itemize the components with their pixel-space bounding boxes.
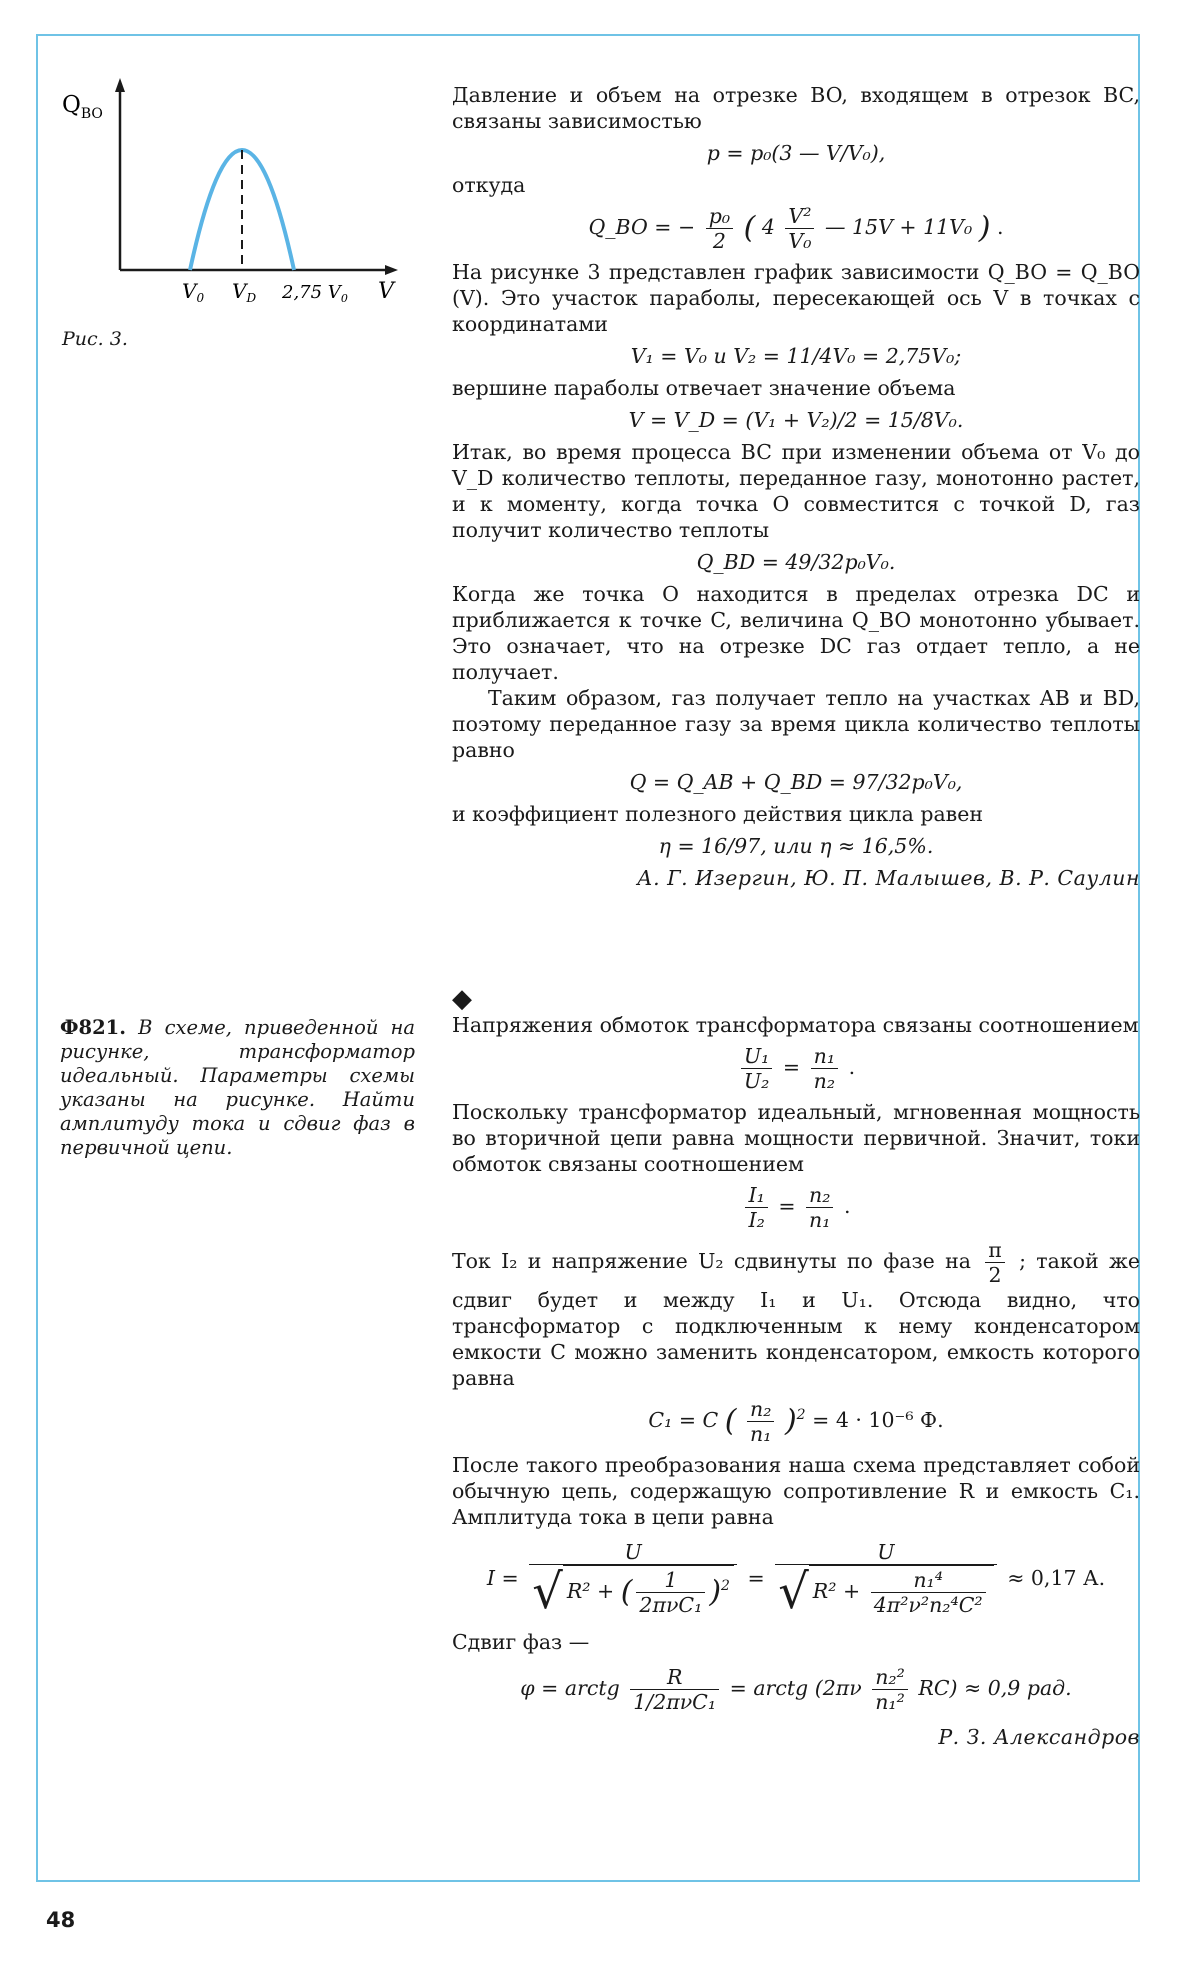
equation: Q_BD = 49/32p₀V₀. [696,550,896,574]
equation: Q = Q_AB + Q_BD = 97/32p₀V₀, [629,770,963,794]
equation-voltage-ratio: $\frac{\text{U₁}}{\text{U₂}}$ = $\frac{\text{n₁}}{\text{n₂}}$ . [452,1044,1140,1093]
tick-275: 2,75 $V_0$ [282,282,348,305]
paragraph: откуда [452,173,526,197]
equation: η = 16/97, или η ≈ 16,5%. [658,834,934,858]
equation-current-ratio: $\frac{\text{I₁}}{\text{I₂}}$ = $\frac{\text{n₂}}{\text{n₁}}$ . [452,1183,1140,1232]
tick-v0: $V_0$ [182,279,205,305]
page-number: 48 [46,1908,76,1932]
solution-part-2 [452,986,1140,1756]
figure-caption: Рис. 3. [62,328,128,350]
paragraph: и коэффициент полезного действия цикла равен [452,802,984,826]
equation: V₁ = V₀ и V₂ = 11/4V₀ = 2,75V₀; [630,344,962,368]
equation: p = p₀(3 — V/V₀), [706,141,886,165]
problem-text: В схеме, приведенной на рисунке, трансформатор идеальный. Параметры схемы указаны на рисунке. Найти амплитуду тока и сдвиг фаз в первичной цепи. [60,1016,416,1159]
paragraph: вершине параболы отвечает значение объема [452,376,956,400]
equation-capacitance: C₁ = C ( $\frac{\text{n₂}}{\text{n₁}}$ )$^2$ = 4 · 10⁻⁶ Ф. [648,1397,944,1446]
paragraph: Таким образом, газ получает тепло на участках AB и BD, поэтому переданное газу за время цикла количество теплоты равно [452,686,1140,762]
paragraph: Когда же точка O находится в пределах отрезка DC и приближается к точке C, величина Q_BO монотонно убывает. Это означает, что на отрезке DC газ отдает тепло, а не получает. [452,582,1140,684]
solution-part-1 [452,82,1140,897]
paragraph: После такого преобразования наша схема представляет собой обычную цепь, содержащую сопротивление R и емкость C₁. Амплитуда тока в цепи равна [452,1453,1140,1529]
paragraph: Ток I₂ и напряжение U₂ сдвинуты по фазе на $\frac{\pi}{2}$ ; такой же сдвиг будет и между I₁ и U₁. Отсюда видно, что трансформатор с подключенным к нему конденсатором емкости C можно заменить конденсатором, емкость которого равна [452,1238,1140,1390]
problem-statement [60,1016,415,1160]
paragraph: Напряжения обмоток трансформатора связаны соотношением [452,1013,1139,1037]
section-marker: ◆ [452,984,472,1014]
figure-3 [60,70,415,350]
y-axis-label: $Q_{BO}$ [62,92,103,122]
x-axis-label: V [378,279,394,304]
tick-vd: $V_D$ [232,279,257,305]
parabola-graph [60,70,415,310]
paragraph: Итак, во время процесса BC при изменении объема от V₀ до V_D количество теплоты, переданное газу, монотонно растет, и к моменту, когда точка O совместится с точкой D, газ получит количество теплоты [452,440,1140,542]
x-axis-arrow [385,265,398,275]
problem-number: Ф821. [60,1016,126,1039]
equation-phase-shift: φ = arctg $\frac{R}{\text{1/2πνC₁}}$ = arctg (2πν $\frac{\text{n₂²}}{\text{n₁²}}$ RC) ≈ 0,9 рад. [520,1665,1072,1714]
signature: Р. З. Александров [938,1725,1140,1749]
signature: А. Г. Изергин, Ю. П. Малышев, В. Р. Саулин [637,866,1140,890]
paragraph: Давление и объем на отрезке BO, входящем в отрезок BC, связаны зависимостью [452,83,1140,133]
equation-qbo: Q_BO = − $\frac{\text{p₀}}{2}$ ( 4 $\frac{\text{V²}}{\text{V₀}}$ — 15V + 11V₀ ) . [588,204,1004,253]
paragraph: Сдвиг фаз — [452,1630,590,1654]
paragraph: На рисунке 3 представлен график зависимости Q_BO = Q_BO (V). Это участок параболы, пересекающей ось V в точках с координатами [452,260,1140,336]
equation: V = V_D = (V₁ + V₂)/2 = 15/8V₀. [628,408,964,432]
paragraph: Поскольку трансформатор идеальный, мгновенная мощность во вторичной цепи равна мощности первичной. Значит, токи обмоток связаны соотношением [452,1100,1140,1176]
y-axis-arrow [115,78,125,92]
equation-current-amplitude: I = U √ R² + ( $\frac{1}{\text{2πνC₁}}$ )$^2$ = U √ R² + $\frac{\text{n₁⁴}}{\text{4π²ν²n₂⁴C²}}$ ≈ 0,17 А. [486,1540,1106,1620]
